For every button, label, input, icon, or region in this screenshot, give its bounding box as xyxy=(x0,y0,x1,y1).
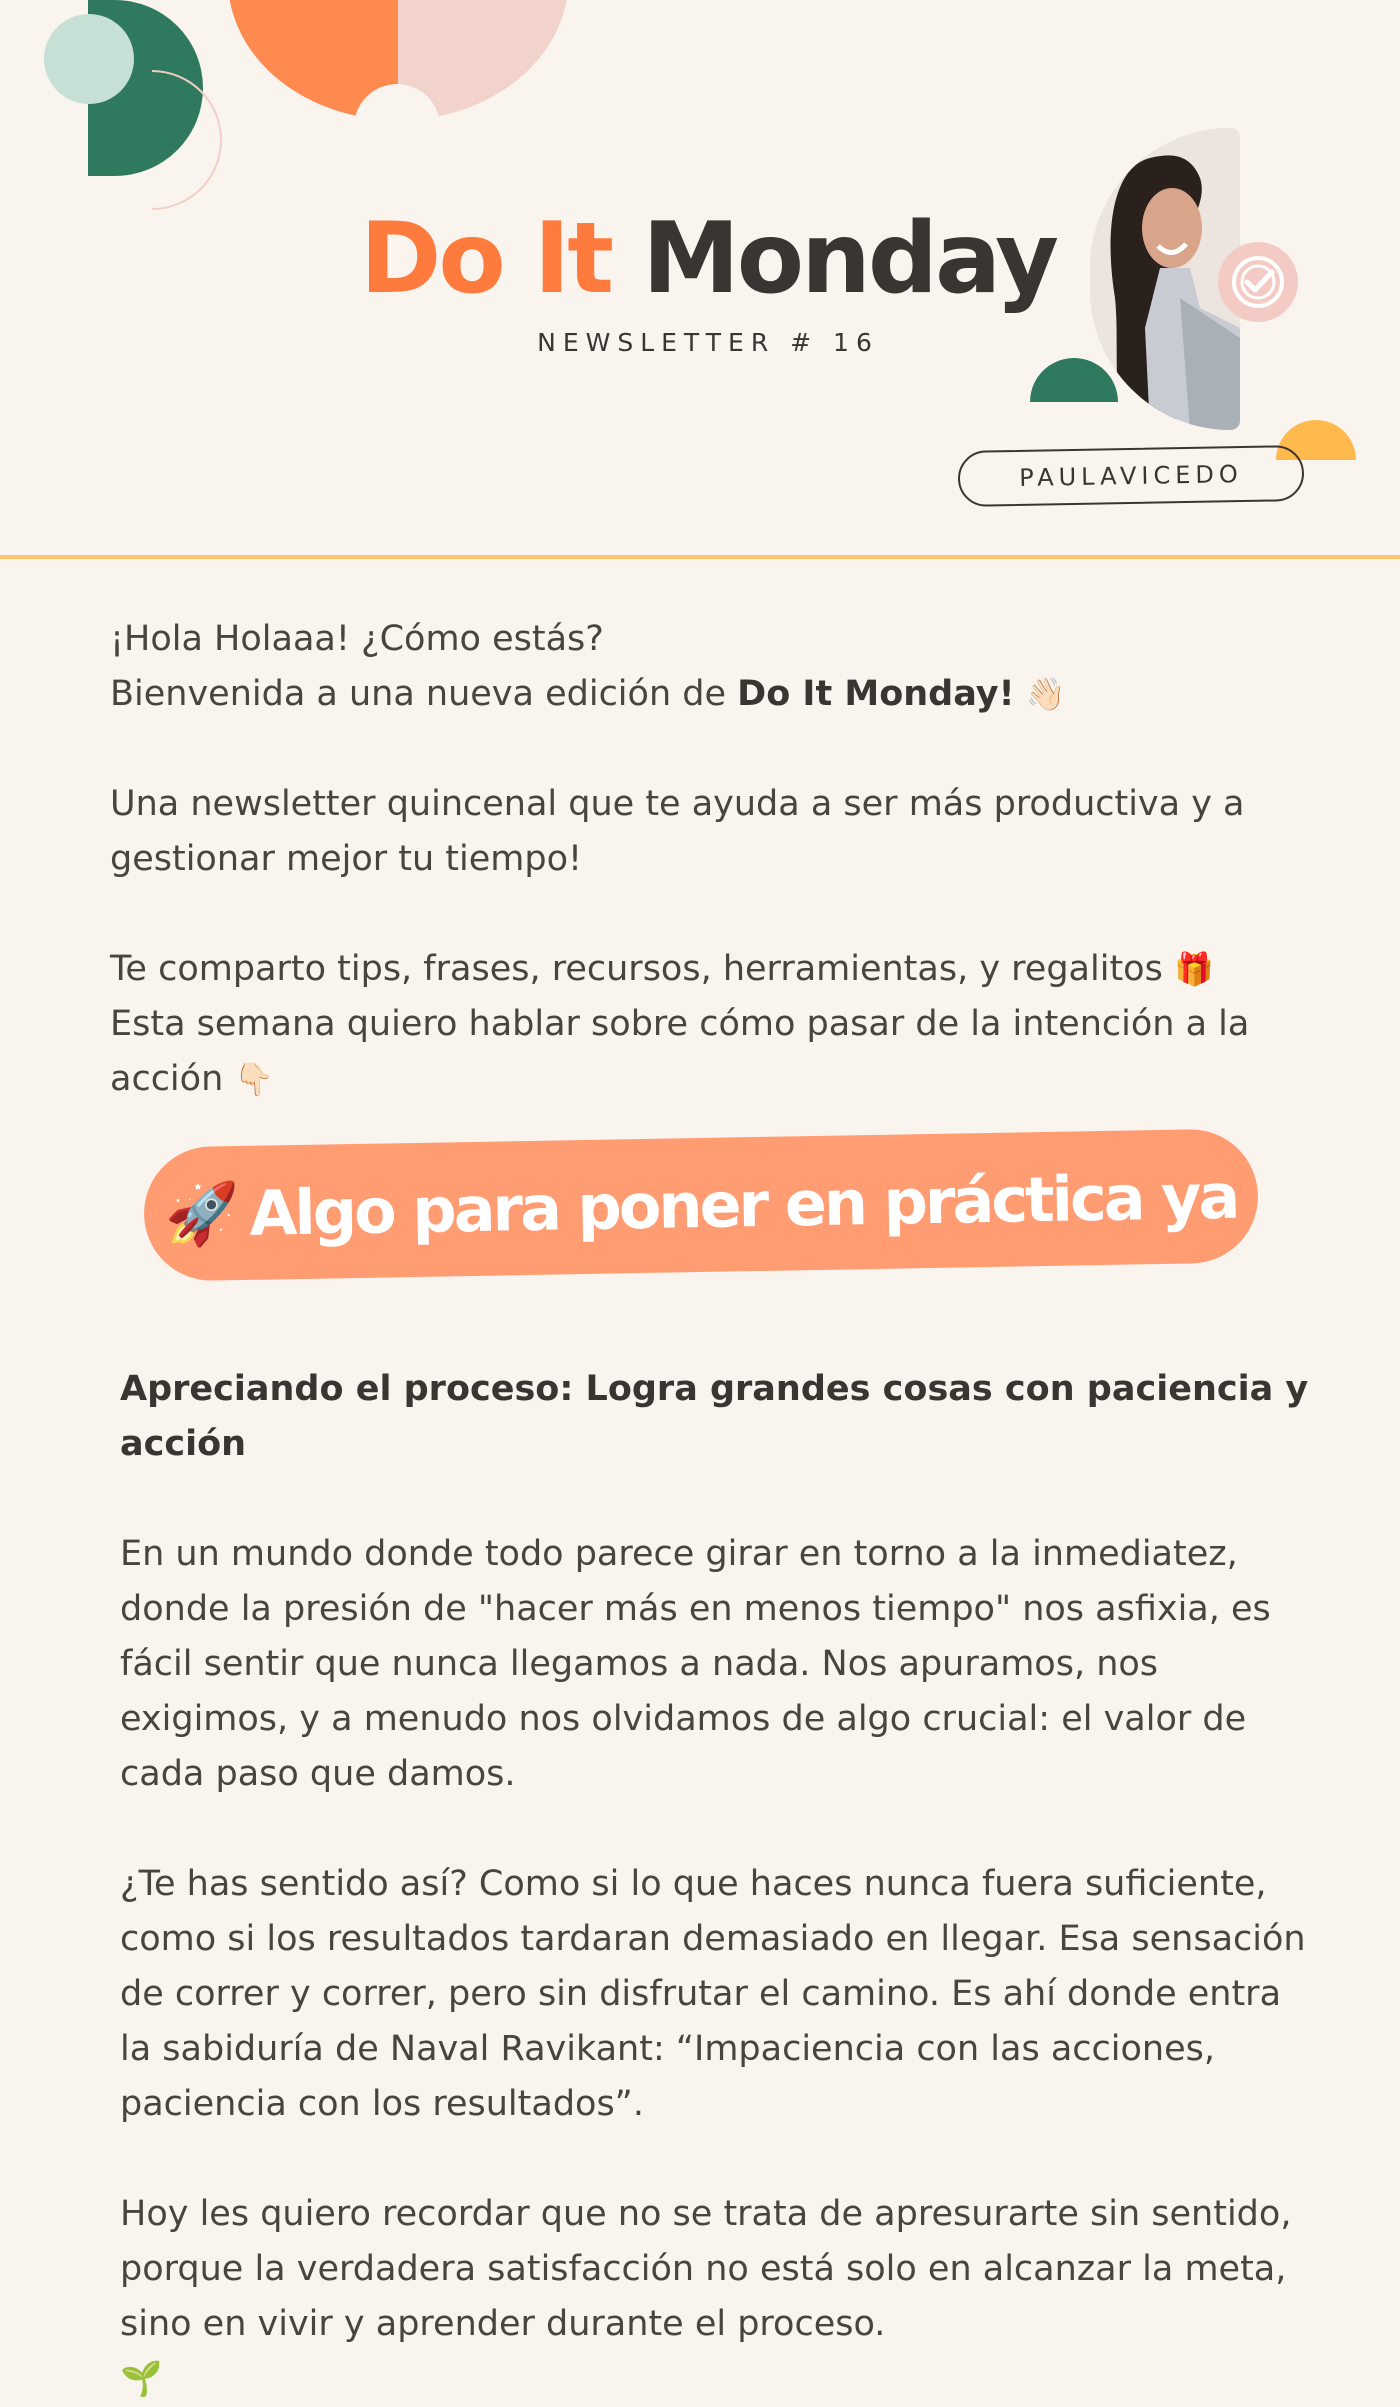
waving-hand-icon: 👋🏻 xyxy=(1025,675,1066,713)
gift-icon: 🎁 xyxy=(1173,950,1214,988)
newsletter-issue-label: NEWSLETTER # 16 xyxy=(537,328,879,357)
check-circle-icon xyxy=(1218,242,1298,322)
article-paragraph-1: En un mundo donde todo parece girar en torno a la inmediatez, donde la presión de "hacer más en menos tiempo" nos asfixia, es fácil sentir que nunca llegamos a nada. Nos apuramos, nos exigimos, y a menudo nos olvidamos de algo crucial: el valor de cada paso que damos. xyxy=(120,1534,1271,1794)
author-name-pill[interactable]: PAULAVICEDO xyxy=(958,445,1305,507)
intro-description: Una newsletter quincenal que te ayuda a ser más productiva y a gestionar mejor tu tiempo! xyxy=(110,784,1245,879)
title-part-dark: Monday xyxy=(642,202,1056,316)
intro-topic-line xyxy=(110,997,1310,1107)
intro-section xyxy=(110,612,1310,1107)
section-banner-label: Algo para poner en práctica ya xyxy=(248,1159,1238,1250)
decorative-mint-circle xyxy=(44,14,134,104)
article-paragraph-3: Hoy les quiero recordar que no se trata de apresurarte sin sentido, porque la verdadera satisfacción no está solo en alcanzar la meta, sino en vivir y aprender durante el proceso. xyxy=(120,2194,1292,2344)
decorative-outline-arc xyxy=(152,70,222,210)
tips-text: Te comparto tips, frases, recursos, herramientas, y regalitos xyxy=(110,949,1163,989)
welcome-line xyxy=(110,667,1310,722)
section-banner xyxy=(143,1128,1259,1281)
greeting-line: ¡Hola Holaaa! ¿Cómo estás? xyxy=(110,619,604,659)
header-divider xyxy=(0,555,1400,559)
article-paragraph-3-end xyxy=(120,2352,1310,2407)
intro-tips-line xyxy=(110,942,1310,997)
article-section xyxy=(120,1362,1310,2407)
title-part-orange: Do It xyxy=(360,202,612,316)
topic-text: Esta semana quiero hablar sobre cómo pasar de la intención a la acción xyxy=(110,1004,1250,1099)
article-title: Apreciando el proceso: Logra grandes cosas con paciencia y acción xyxy=(120,1369,1309,1464)
decorative-cream-dot xyxy=(354,84,440,170)
welcome-brand: Do It Monday! xyxy=(737,674,1015,714)
pointing-down-icon: 👇🏻 xyxy=(234,1060,275,1098)
rocket-icon: 🚀 xyxy=(164,1178,241,1250)
article-paragraph-2: ¿Te has sentido así? Como si lo que haces nunca fuera suficiente, como si los resultados tardaran demasiado en llegar. Esa sensación de correr y correr, pero sin disfrutar el camino. Es ahí donde entra la sabiduría de Naval Ravikant: “Impaciencia con las acciones, paciencia con los resultados”. xyxy=(120,1864,1306,2124)
seedling-icon: 🌱 xyxy=(120,2359,163,2399)
welcome-text: Bienvenida a una nueva edición de xyxy=(110,674,738,714)
decorative-green-dome xyxy=(1030,358,1118,402)
